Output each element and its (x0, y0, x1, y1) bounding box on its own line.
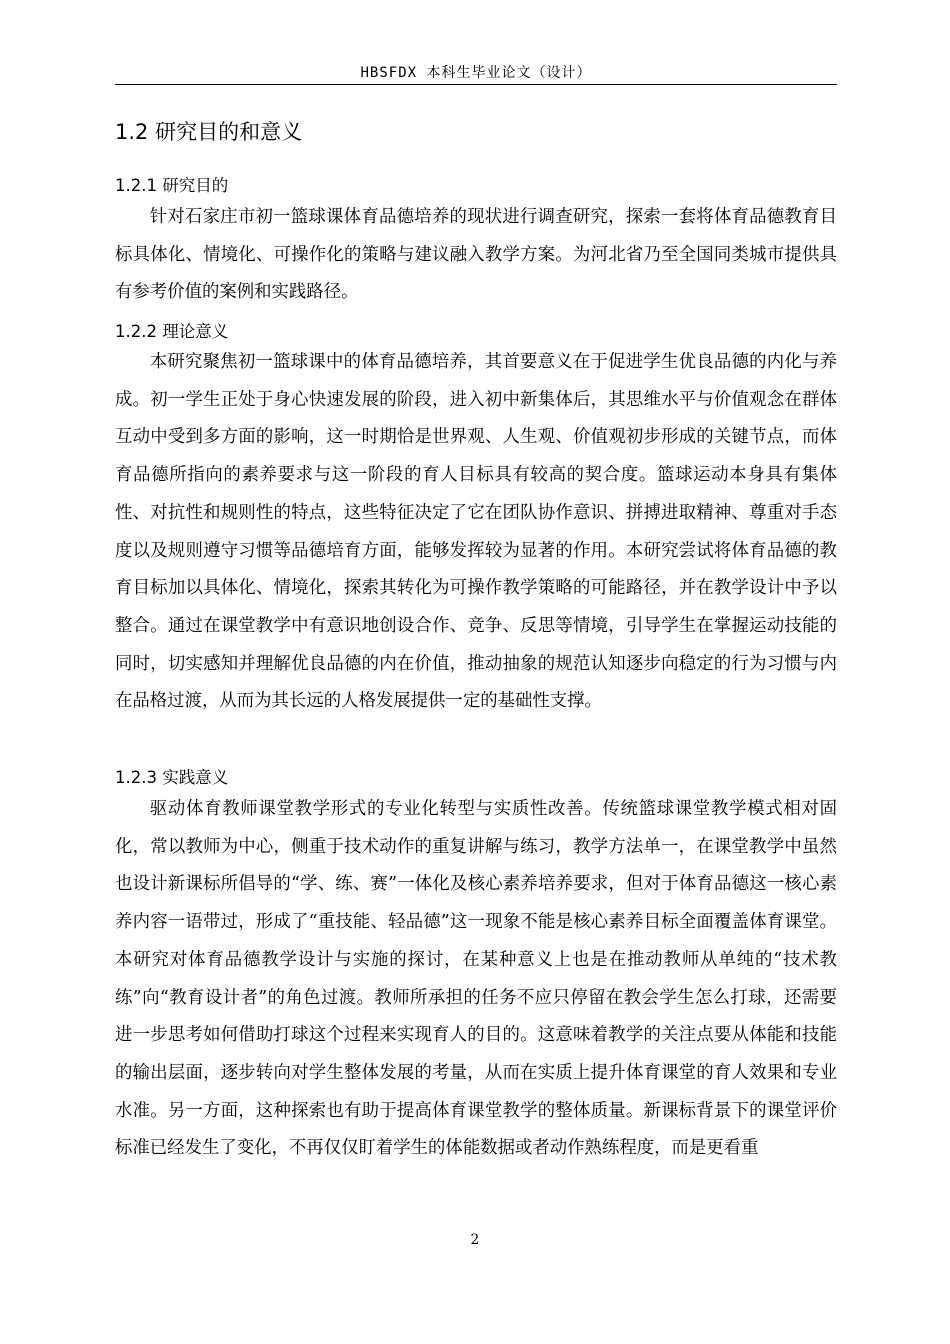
paragraph-theory: 本研究聚焦初一篮球课中的体育品德培养，其首要意义在于促进学生优良品德的内化与养成。初一学生正处于身心快速发展的阶段，进入初中新集体后，其思维水平与价值观念在群体互动中受到多方面的影响，这一时期恰是世界观、人生观、价值观初步形成的关键节点，而体育品德所指向的素养要求与这一阶段的育人目标具有较高的契合度。篮球运动本身具有集体性、对抗性和规则性的特点，这些特征决定了它在团队协作意识、拼搏进取精神、尊重对手态度以及规则遵守习惯等品德培育方面，能够发挥较为显著的作用。本研究尝试将体育品德的教育目标加以具体化、情境化，探索其转化为可操作教学策略的可能路径，并在教学设计中予以整合。通过在课堂教学中有意识地创设合作、竞争、反思等情境，引导学生在掌握运动技能的同时，切实感知并理解优良品德的内在价值，推动抽象的规范认知逐步向稳定的行为习惯与内在品格过渡，从而为其长远的人格发展提供一定的基础性支撑。 (115, 352, 837, 712)
subsection-heading-theory: 1.2.2 理论意义 (115, 322, 229, 341)
paragraph-purpose: 针对石家庄市初一篮球课体育品德培养的现状进行调查研究，探索一套将体育品德教育目标具体化、情境化、可操作化的策略与建议融入教学方案。为河北省乃至全国同类城市提供具有参考价值的案例和实践路径。 (115, 207, 837, 303)
page-number: 2 (470, 1232, 480, 1248)
paragraph-practice: 驱动体育教师课堂教学形式的专业化转型与实质性改善。传统篮球课堂教学模式相对固化，常以教师为中心，侧重于技术动作的重复讲解与练习，教学方法单一，在课堂教学中虽然也设计新课标所倡导的“学、练、赛”一体化及核心素养培养要求，但对于体育品德这一核心素养内容一语带过，形成了“重技能、轻品德”这一现象不能是核心素养目标全面覆盖体育课堂。本研究对体育品德教学设计与实施的探讨，在某种意义上也是在推动教师从单纯的“技术教练”向“教育设计者”的角色过渡。教师所承担的任务不应只停留在教会学生怎么打球，还需要进一步思考如何借助打球这个过程来实现育人的目的。这意味着教学的关注点要从体能和技能的输出层面，逐步转向对学生整体发展的考量，从而在实质上提升体育课堂的育人效果和专业水准。另一方面，这种探索也有助于提高体育课堂教学的整体质量。新课标背景下的课堂评价标准已经发生了变化，不再仅仅盯着学生的体能数据或者动作熟练程度，而是更看重 (115, 799, 837, 1159)
running-header: HBSFDX 本科生毕业论文（设计） (360, 65, 592, 81)
header-divider (115, 84, 837, 85)
section-title: 1.2 研究目的和意义 (115, 120, 303, 144)
subsection-heading-practice: 1.2.3 实践意义 (115, 768, 229, 787)
subsection-heading-purpose: 1.2.1 研究目的 (115, 176, 229, 195)
